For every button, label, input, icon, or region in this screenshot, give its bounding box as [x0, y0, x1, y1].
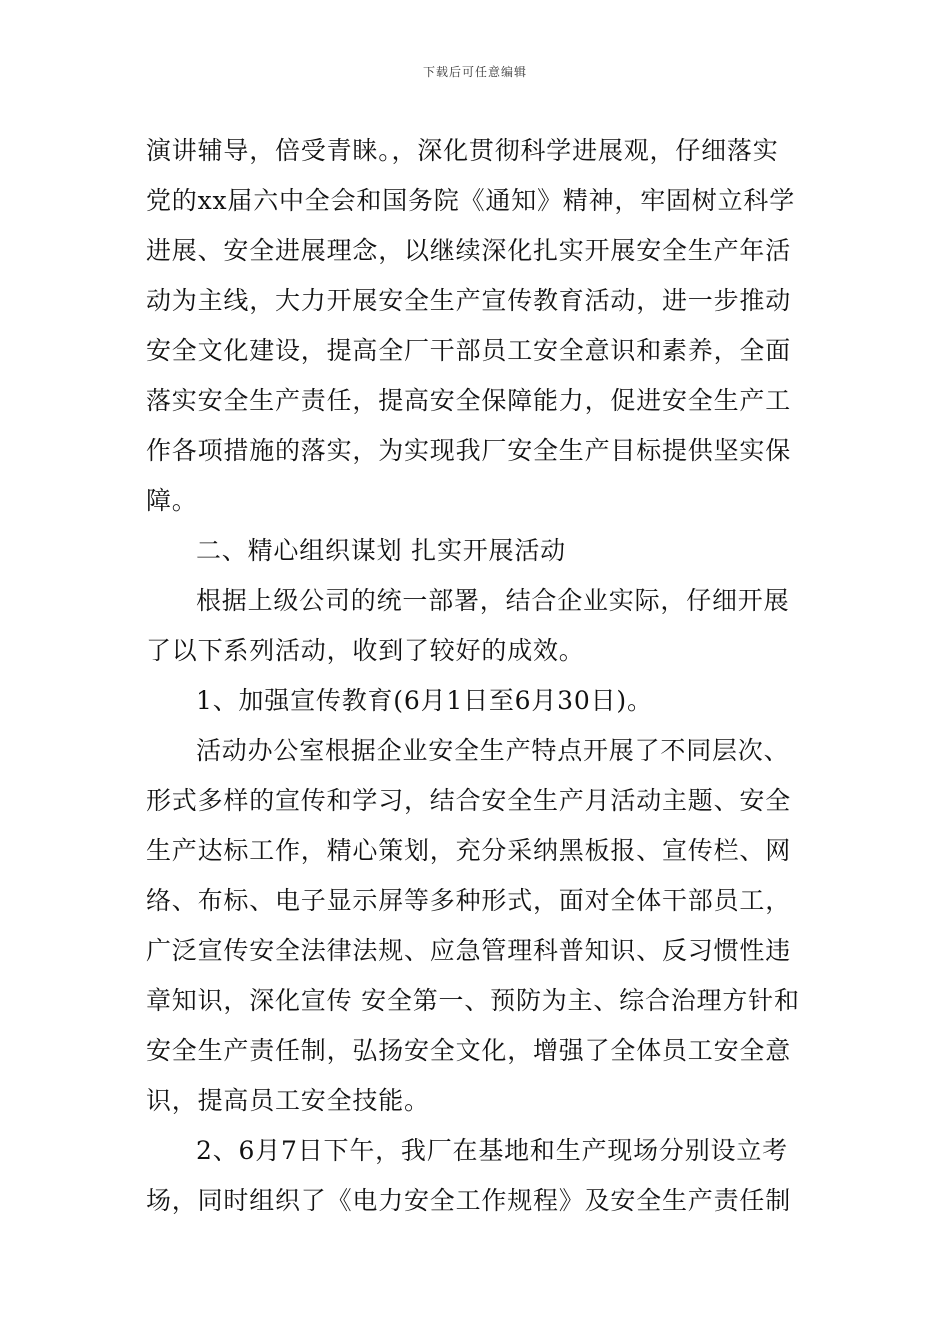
text-line: 障。 — [146, 486, 198, 515]
text-line: 动为主线，大力开展安全生产宣传教育活动，进一步推动 — [146, 286, 792, 315]
text-line: 落实安全生产责任，提高安全保障能力，促进安全生产工 — [146, 386, 792, 415]
text-line: 生产达标工作，精心策划，充分采纳黑板报、宣传栏、网 — [146, 836, 792, 865]
text-line: 了以下系列活动，收到了较好的成效。 — [146, 636, 585, 665]
text-line: 形式多样的宣传和学习，结合安全生产月活动主题、安全 — [146, 786, 792, 815]
text-line: 安全生产责任制，弘扬安全文化，增强了全体员工安全意 — [146, 1036, 792, 1065]
text-line: 活动办公室根据企业安全生产特点开展了不同层次、 — [196, 736, 790, 765]
text-line: 进展、安全进展理念，以继续深化扎实开展安全生产年活 — [146, 236, 792, 265]
text-line: 1、加强宣传教育(6月1日至6月30日)。 — [196, 686, 653, 715]
text-line: 章知识，深化宣传 安全第一、预防为主、综合治理方针和 — [146, 986, 800, 1015]
text-line: 二、精心组织谋划 扎实开展活动 — [196, 536, 566, 565]
text-line: 安全文化建设，提高全厂干部员工安全意识和素养，全面 — [146, 336, 792, 365]
text-line: 作各项措施的落实，为实现我厂安全生产目标提供坚实保 — [146, 436, 792, 465]
text-line: 识，提高员工安全技能。 — [146, 1086, 430, 1115]
text-line: 演讲辅导，倍受青睐。，深化贯彻科学进展观，仔细落实 — [146, 136, 779, 165]
text-line: 广泛宣传安全法律法规、应急管理科普知识、反习惯性违 — [146, 936, 792, 965]
text-line: 2、6月7日下午，我厂在基地和生产现场分别设立考 — [196, 1136, 788, 1165]
text-line: 络、布标、电子显示屏等多种形式，面对全体干部员工， — [146, 886, 792, 915]
page-header: 下载后可任意编辑 — [422, 65, 527, 79]
text-line: 党的xx届六中全会和国务院《通知》精神，牢固树立科学 — [146, 186, 796, 215]
document-body — [146, 126, 806, 1226]
text-line: 场，同时组织了《电力安全工作规程》及安全生产责任制 — [146, 1186, 792, 1215]
text-line: 根据上级公司的统一部署，结合企业实际，仔细开展 — [196, 586, 790, 615]
